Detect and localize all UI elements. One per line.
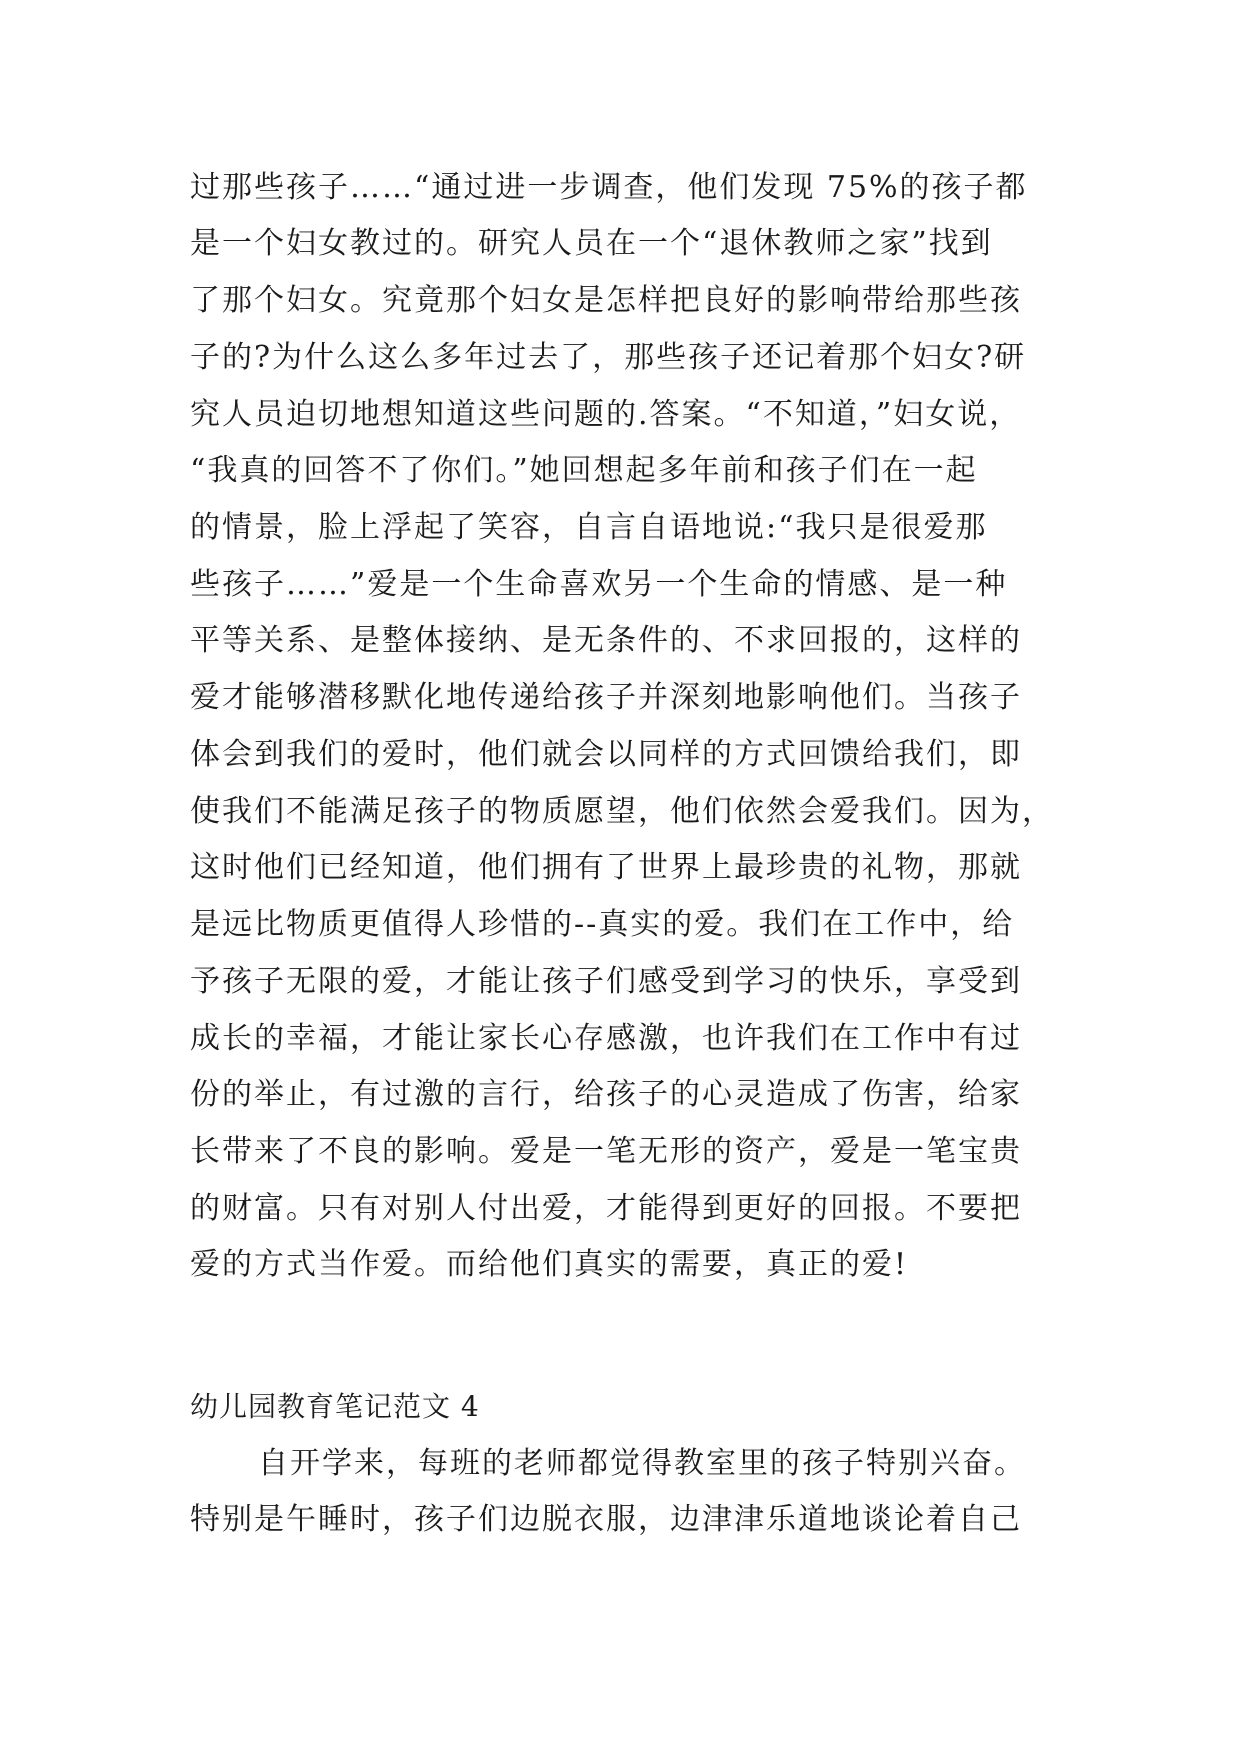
text-line: 爱的方式当作爱。而给他们真实的需要，真正的爱! xyxy=(190,1247,909,1282)
text-line: “我真的回答不了你们。”她回想起多年前和孩子们在一起 xyxy=(190,453,978,488)
text-line: 这时他们已经知道，他们拥有了世界上最珍贵的礼物，那就 xyxy=(190,850,1022,885)
text-line: 了那个妇女。究竟那个妇女是怎样把良好的影响带给那些孩 xyxy=(190,283,1022,318)
text-line: 使我们不能满足孩子的物质愿望，他们依然会爱我们。因为， xyxy=(190,794,1054,829)
text-line: 是远比物质更值得人珍惜的--真实的爱。我们在工作中，给 xyxy=(190,907,1015,942)
text-line: 自开学来，每班的老师都觉得教室里的孩子特别兴奋。 xyxy=(258,1446,1026,1481)
text-line: 是一个妇女教过的。研究人员在一个“退休教师之家”找到 xyxy=(190,226,993,261)
text-line: 的情景，脸上浮起了笑容，自言自语地说:“我只是很爱那 xyxy=(190,510,988,545)
text-line: 予孩子无限的爱，才能让孩子们感受到学习的快乐，享受到 xyxy=(190,964,1022,999)
text-line: 长带来了不良的影响。爱是一笔无形的资产，爱是一笔宝贵 xyxy=(190,1134,1022,1169)
text-line: 成长的幸福，才能让家长心存感激，也许我们在工作中有过 xyxy=(190,1021,1022,1056)
text-line: 份的举止，有过激的言行，给孩子的心灵造成了伤害，给家 xyxy=(190,1077,1022,1112)
text-line: 子的?为什么这么多年过去了，那些孩子还记着那个妇女?研 xyxy=(190,340,1027,375)
text-line: 过那些孩子……“通过进一步调查，他们发现 75%的孩子都 xyxy=(190,170,1028,205)
text-line: 体会到我们的爱时，他们就会以同样的方式回馈给我们，即 xyxy=(190,737,1022,772)
text-line: 特别是午睡时，孩子们边脱衣服，边津津乐道地谈论着自己 xyxy=(190,1502,1022,1537)
text-line: 究人员迫切地想知道这些问题的.答案。“不知道，”妇女说， xyxy=(190,397,1022,432)
text-line: 平等关系、是整体接纳、是无条件的、不求回报的，这样的 xyxy=(190,623,1022,658)
text-line: 爱才能够潜移默化地传递给孩子并深刻地影响他们。当孩子 xyxy=(190,680,1022,715)
text-line: 些孩子……”爱是一个生命喜欢另一个生命的情感、是一种 xyxy=(190,567,1008,602)
text-line: 的财富。只有对别人付出爱，才能得到更好的回报。不要把 xyxy=(190,1191,1022,1226)
section-heading: 幼儿园教育笔记范文 4 xyxy=(190,1390,480,1423)
